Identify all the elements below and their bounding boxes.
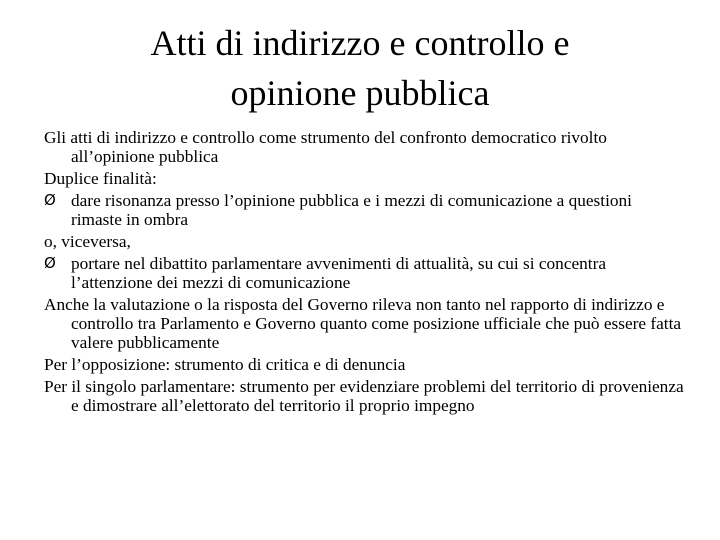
paragraph-singolo-parlamentare: Per il singolo parlamentare: strumento per evidenziare problemi del territorio di provenienza e dimostrare all’elettorato del territorio il proprio impegno (44, 377, 684, 415)
slide-title-line-2: opinione pubblica (230, 73, 490, 113)
arrow-bullet-icon: Ø (44, 191, 56, 209)
arrow-bullet-icon: Ø (44, 254, 56, 272)
bullet-text-risonanza: dare risonanza presso l’opinione pubblica e i mezzi di comunicazione a questioni rimaste in ombra (71, 191, 632, 229)
paragraph-valutazione-governo: Anche la valutazione o la risposta del Governo rileva non tanto nel rapporto di indirizzo e controllo tra Parlamento e Governo quanto come posizione ufficiale che può essere fatta valere pubblicamente (44, 295, 682, 352)
bullet-item-risonanza (44, 191, 684, 229)
paragraph-strumento-confronto: Gli atti di indirizzo e controllo come strumento del confronto democratico rivolto all’opinione pubblica (44, 128, 607, 166)
bullet-item-dibattito (44, 254, 684, 292)
slide-title (60, 18, 660, 118)
slide-title-line-1: Atti di indirizzo e controllo e (150, 23, 570, 63)
paragraph-opposizione: Per l’opposizione: strumento di critica e di denuncia (44, 355, 406, 374)
bullet-text-dibattito: portare nel dibattito parlamentare avvenimenti di attualità, su cui si concentra l’attenzione dei mezzi di comunicazione (71, 254, 607, 292)
paragraph-duplice-finalita: Duplice finalità: (44, 169, 157, 188)
slide-body (44, 128, 684, 418)
paragraph-viceversa: o, viceversa, (44, 232, 131, 251)
